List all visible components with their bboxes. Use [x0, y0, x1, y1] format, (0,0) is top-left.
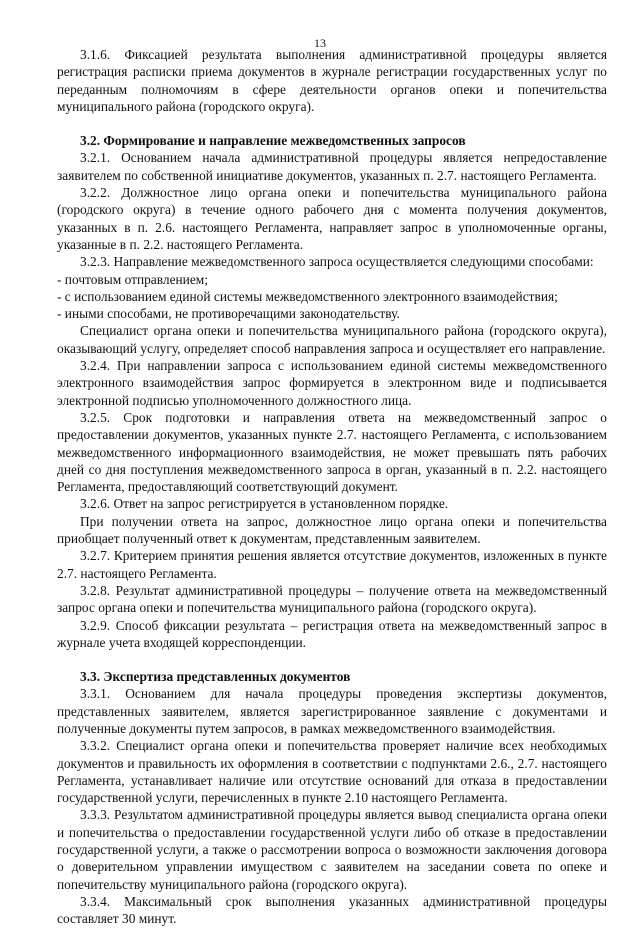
paragraph-3-2-6-response: При получении ответа на запрос, должностное лицо органа опеки и попечительства приобщает полученный ответ к документам, представленным заявителем. — [57, 513, 607, 547]
paragraph-3-2-2: 3.2.2. Должностное лицо органа опеки и попечительства муниципального района (городского округа) в течение одного рабочего дня с момента получения документов, указанных в п. 2.6. настоящего Регламента, направляет запрос в уполномоченные органы, указанные в п. 2.2. настоящего Регламента. — [57, 185, 607, 252]
paragraph-3-3-3: 3.3.3. Результатом административной процедуры является вывод специалиста органа опеки и попечительства о предоставлении государственной услуги либо об отказе в предоставлении государственной услуги, а также о рассмотрении вопроса о возможности заключения договора о доверительном управлении имуществом с заявителем на заседании совета по опеке и попечительству муниципального района (городского округа). — [57, 807, 607, 892]
paragraph-3-3-4: 3.3.4. Максимальный срок выполнения указанных административной процедуры составляет 30 минут. — [57, 893, 607, 927]
paragraph-3-2-9: 3.2.9. Способ фиксации результата – регистрация ответа на межведомственный запрос в журнале учета входящей корреспонденции. — [57, 617, 607, 650]
paragraph-3-2-8: 3.2.8. Результат административной процедуры – получение ответа на межведомственный запрос органа опеки и попечительства муниципального района (городского округа). — [57, 582, 607, 616]
paragraph-3-2-6: 3.2.6. Ответ на запрос регистрируется в установленном порядке. — [80, 496, 449, 512]
document-body — [57, 46, 607, 928]
page-number: 13 — [314, 36, 326, 50]
paragraph-3-2-4: 3.2.4. При направлении запроса с использованием единой системы межведомственного электронного взаимодействия запрос формируется в электронном виде и подписывается электронной подписью уполномоченного должностного лица. — [57, 358, 607, 408]
section-heading-3-3: 3.3. Экспертиза представленных документов — [80, 669, 351, 685]
paragraph-3-3-1: 3.3.1. Основанием для начала процедуры проведения экспертизы документов, представленных заявителем, является зарегистрированное заявление с документами и полученные документы путем запросов, в рамках межведомственного взаимодействия. — [57, 686, 607, 736]
paragraph-3-2-1: 3.2.1. Основанием начала административной процедуры является непредоставление заявителем по собственной инициативе документов, указанных п. 2.7. настоящего Регламента. — [57, 150, 607, 183]
paragraph-3-2-3-specialist: Специалист органа опеки и попечительства муниципального района (городского округа), оказывающий услугу, определяет способ направления запроса и осуществляет его направление. — [57, 323, 607, 356]
paragraph-3-3-2: 3.3.2. Специалист органа опеки и попечительства проверяет наличие всех необходимых документов и правильность их оформления в соответствии с подпунктами 2.6., 2.7. настоящего Регламента, устанавливает наличие или отсутствие оснований для отказа в предоставлении государственной услуги, перечисленных в пункте 2.10 настоящего Регламента. — [57, 738, 607, 806]
paragraph-3-2-5: 3.2.5. Срок подготовки и направления ответа на межведомственный запрос о предоставлении документов, указанных пункте 2.7. настоящего Регламента, с использованием межведомственного информационного взаимодействия, не может превышать пять рабочих дней со дня поступления межведомственного запроса в орган, указанный в п. 2.2. настоящего Регламента, предоставляющий соответствующий документ. — [57, 409, 607, 495]
section-heading-3-2: 3.2. Формирование и направление межведомственных запросов — [80, 133, 466, 149]
list-item-electronic-system: - с использованием единой системы межведомственного электронного взаимодействия; — [57, 288, 558, 304]
paragraph-3-1-6: 3.1.6. Фиксацией результата выполнения административной процедуры является регистрация расписки приема документов в журнале регистрации государственных услуг по переданным полномочиям в сфере деятельности органов опеки и попечительства муниципального района (городского округа). — [57, 47, 607, 114]
paragraph-3-2-7: 3.2.7. Критерием принятия решения является отсутствие документов, изложенных в пункте 2.7. настоящего Регламента. — [57, 548, 607, 581]
list-item-other-methods: - иными способами, не противоречащими законодательству. — [57, 306, 400, 322]
list-item-mail: - почтовым отправлением; — [57, 271, 208, 287]
paragraph-3-2-3: 3.2.3. Направление межведомственного запроса осуществляется следующими способами: — [80, 254, 594, 270]
